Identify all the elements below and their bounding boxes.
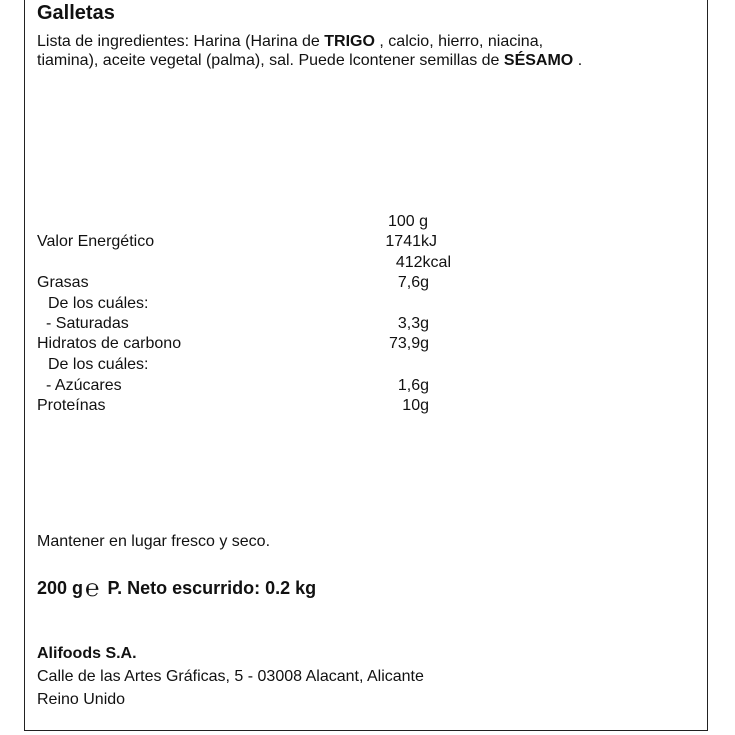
product-title: Galletas	[37, 2, 115, 24]
estimated-sign-icon: ℮	[85, 575, 100, 602]
ingredients-line-1	[37, 33, 543, 51]
storage-instructions: Mantener en lugar fresco y seco.	[37, 533, 271, 550]
nutrition-value: 10g	[402, 397, 429, 414]
net-weight: 200 g	[37, 578, 84, 598]
nutrition-label: Valor Energético	[37, 233, 155, 250]
nutrition-label: Grasas	[37, 274, 89, 291]
nutrition-label: De los cuáles:	[48, 295, 149, 312]
company-name: Alifoods S.A.	[37, 645, 137, 662]
ingredients-line-2	[37, 52, 582, 70]
net-weight-line	[37, 575, 317, 602]
company-address: Calle de las Artes Gráficas, 5 - 03008 Alacant, Alicante	[37, 668, 424, 685]
allergen-wheat: TRIGO	[324, 33, 375, 50]
ingredients-text: , calcio, hierro, niacina,	[374, 33, 544, 50]
nutrition-label: De los cuáles:	[48, 356, 149, 373]
nutrition-label: Hidratos de carbono	[37, 335, 182, 352]
nutrition-value: 3,3g	[397, 315, 429, 332]
ingredients-text: Lista de ingredientes: Harina (Harina de	[37, 33, 325, 50]
ingredients-text: tiamina), aceite vegetal (palma), sal. Puede lcontener semillas de	[37, 52, 504, 69]
company-country: Reino Unido	[37, 691, 126, 708]
nutrition-value: 1,6g	[397, 377, 429, 394]
nutrition-value: 412kcal	[395, 254, 451, 271]
nutrition-label: - Azúcares	[46, 377, 122, 394]
nutrition-label: Proteínas	[37, 397, 106, 414]
nutrition-per-header: 100 g	[388, 213, 429, 230]
nutrition-value: 7,6g	[397, 274, 429, 291]
nutrition-label: - Saturadas	[46, 315, 129, 332]
nutrition-value: 1741kJ	[385, 233, 437, 250]
nutrition-value: 73,9g	[388, 335, 429, 352]
ingredients-text: .	[573, 52, 583, 69]
drained-weight: P. Neto escurrido: 0.2 kg	[107, 578, 317, 598]
allergen-sesame: SÉSAMO	[503, 52, 574, 69]
